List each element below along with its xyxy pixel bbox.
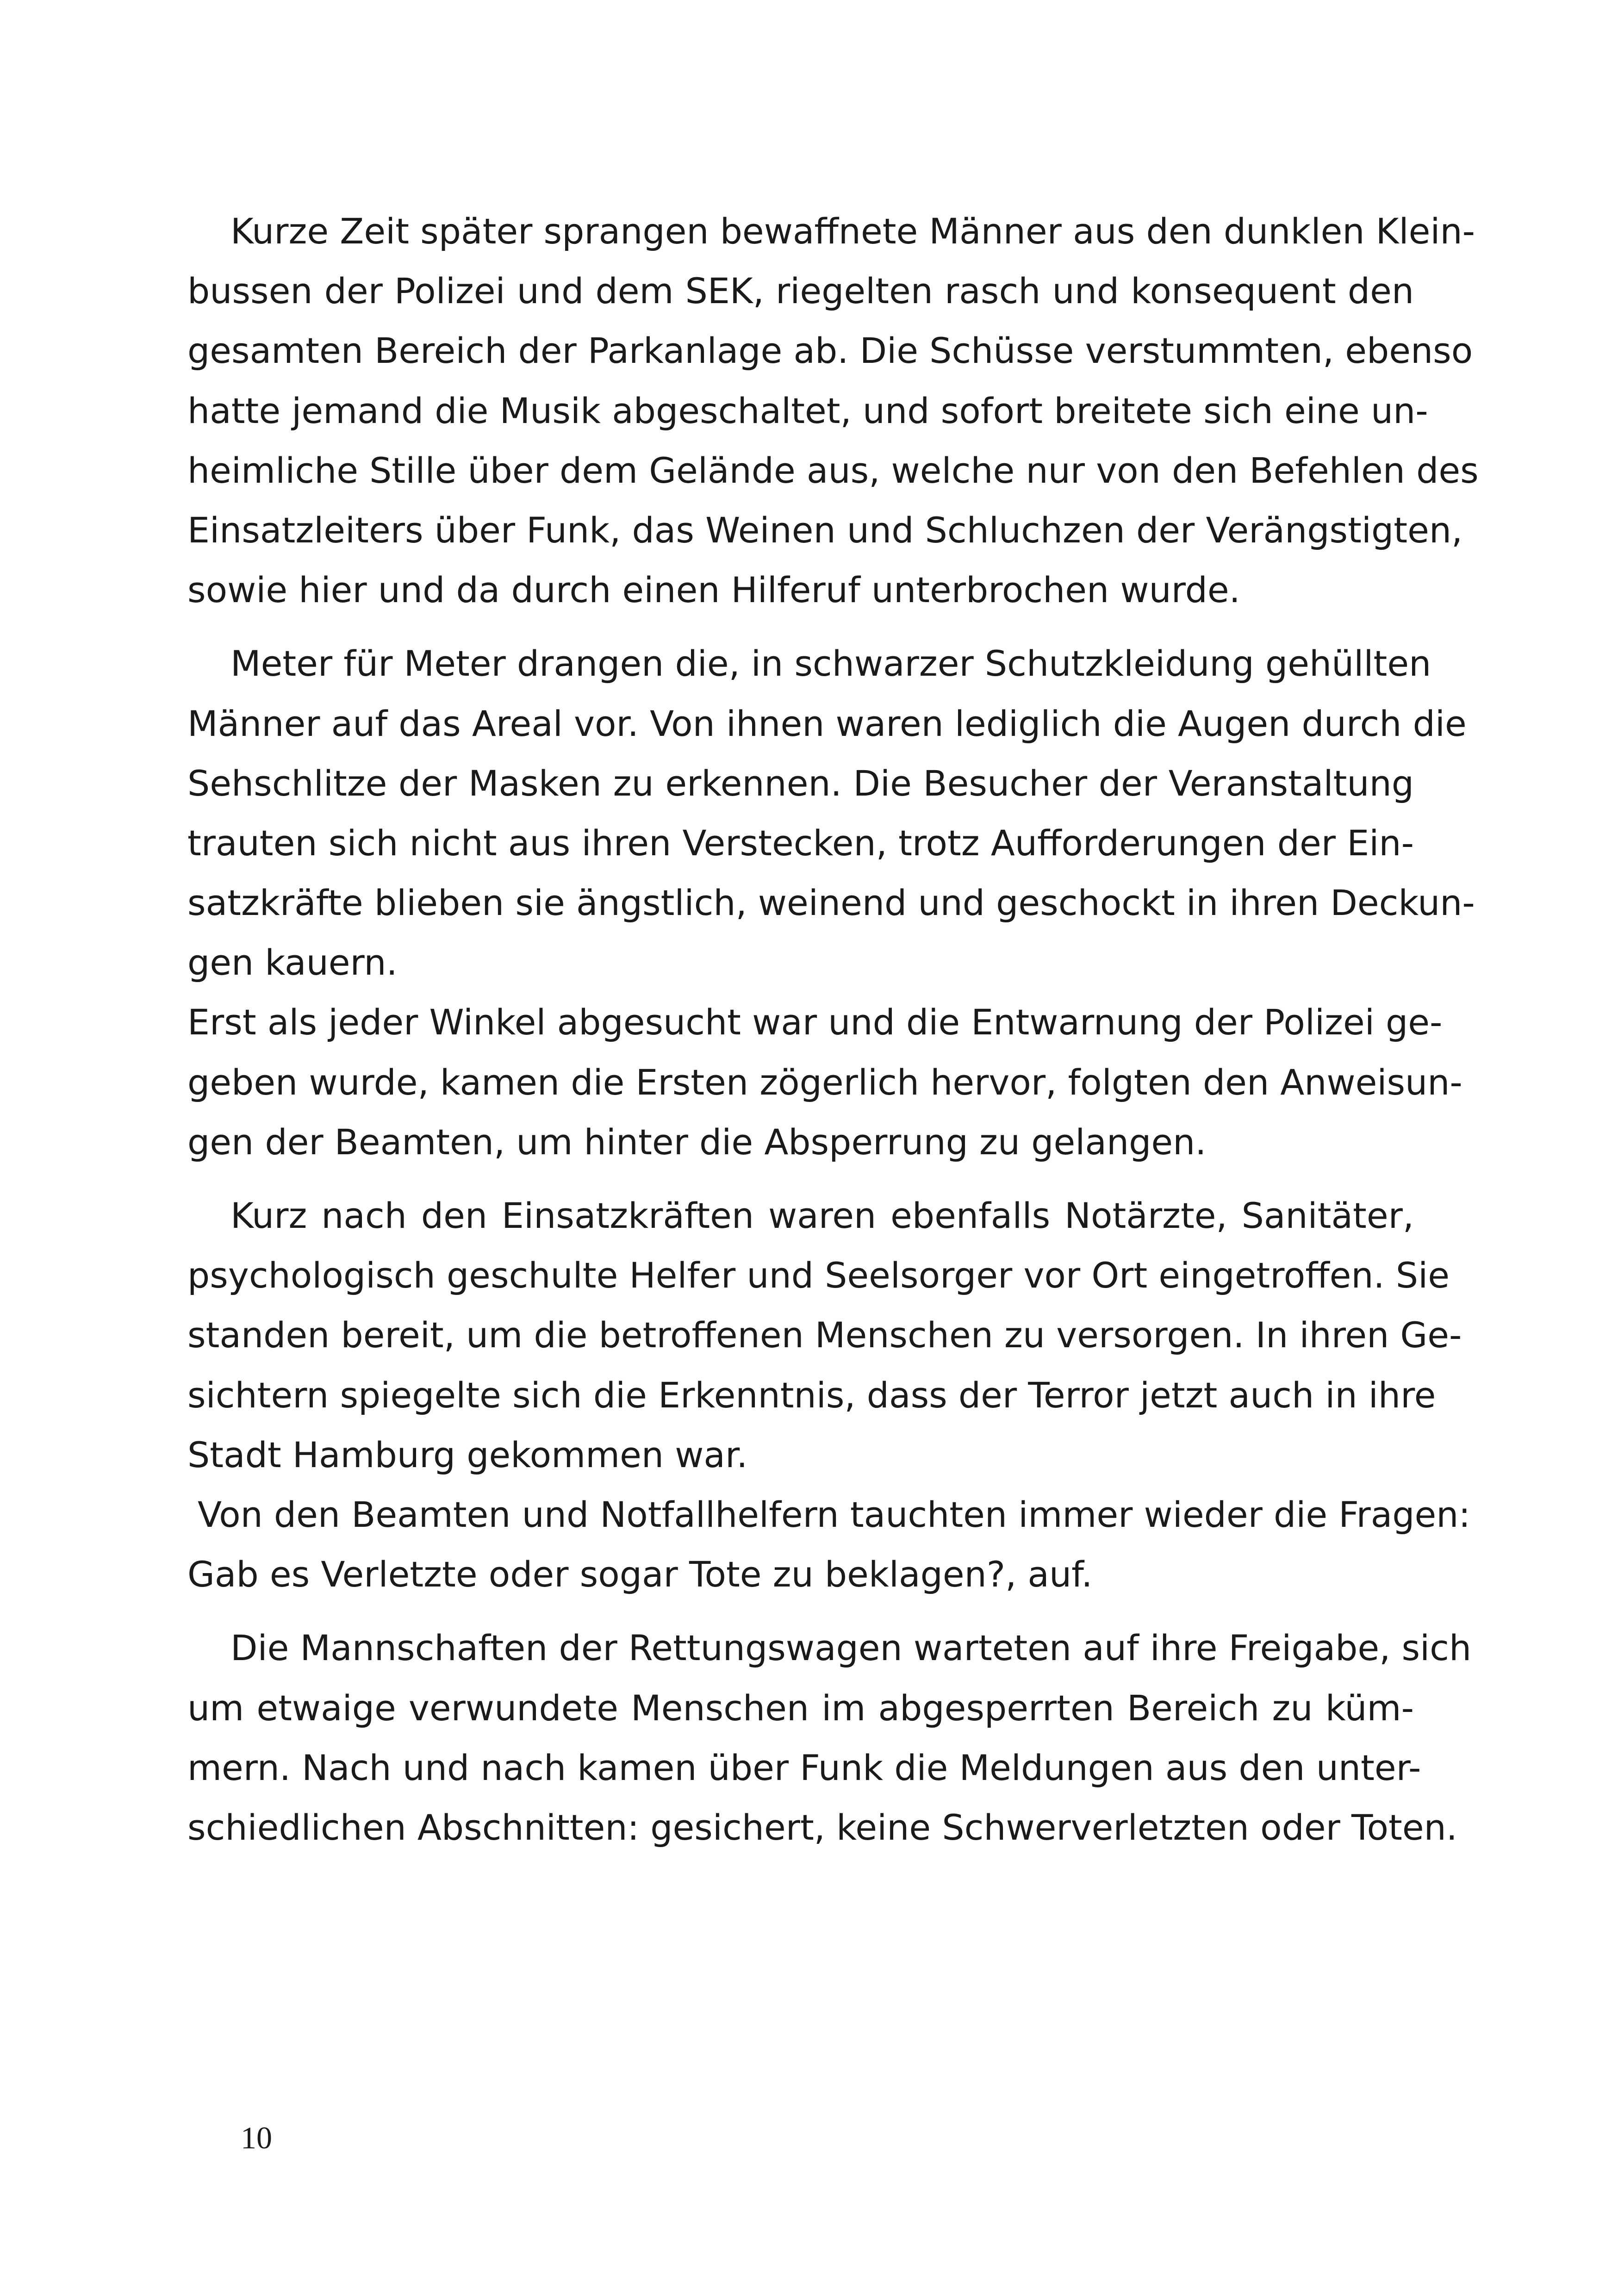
text-line: Von den Beamten und Notfallhelfern tauchten immer wieder die Fragen:: [198, 1493, 1471, 1535]
text-line: Sehschlitze der Masken zu erkennen. Die Besucher der Veranstaltung: [187, 762, 1414, 804]
text-line: sowie hier und da durch einen Hilferuf unterbrochen wurde.: [187, 569, 1240, 611]
text-line: hatte jemand die Musik abgeschaltet, und sofort breitete sich eine un-: [187, 390, 1428, 431]
text-line: Männer auf das Areal vor. Von ihnen waren lediglich die Augen durch die: [187, 703, 1467, 744]
text-line: Die Mannschaften der Rettungswagen warteten auf ihre Freigabe, sich: [230, 1627, 1472, 1669]
text-line: schiedlichen Abschnitten: gesichert, keine Schwerverletzten oder Toten.: [187, 1806, 1457, 1848]
text-line: Kurz nach den Einsatzkräften waren ebenfalls Notärzte, Sanitäter,: [230, 1195, 1414, 1236]
text-line: Meter für Meter drangen die, in schwarzer Schutzkleidung gehüllten: [230, 643, 1431, 684]
text-line: heimliche Stille über dem Gelände aus, welche nur von den Befehlen des: [187, 449, 1479, 491]
text-line: Gab es Verletzte oder sogar Tote zu beklagen?, auf.: [187, 1554, 1093, 1595]
text-line: gen der Beamten, um hinter die Absperrung zu gelangen.: [187, 1121, 1207, 1163]
paragraph-3: [187, 1186, 1471, 1604]
text-line: trauten sich nicht aus ihren Verstecken, trotz Aufforderungen der Ein-: [187, 822, 1414, 864]
text-line: Stadt Hamburg gekommen war.: [187, 1434, 748, 1475]
text-line: Erst als jeder Winkel abgesucht war und die Entwarnung der Polizei ge-: [187, 1002, 1443, 1043]
text-line: psychologisch geschulte Helfer und Seelsorger vor Ort eingetroffen. Sie: [187, 1255, 1450, 1296]
paragraph-gap: [187, 620, 1414, 634]
paragraph-gap: [187, 1172, 1414, 1186]
text-line: Kurze Zeit später sprangen bewaffnete Männer aus den dunklen Klein-: [230, 211, 1475, 252]
body-text: [187, 201, 1479, 1857]
text-line: Einsatzleiters über Funk, das Weinen und Schluchzen der Verängstigten,: [187, 509, 1463, 551]
paragraph-1: [187, 201, 1479, 620]
text-line: geben wurde, kamen die Ersten zögerlich hervor, folgten den Anweisun-: [187, 1061, 1462, 1103]
paragraph-4: [187, 1618, 1472, 1857]
paragraph-gap: [187, 1604, 1414, 1618]
text-line: satzkräfte blieben sie ängstlich, weinend und geschockt in ihren Deckun-: [187, 882, 1475, 924]
text-line: bussen der Polizei und dem SEK, riegelten rasch und konsequent den: [187, 270, 1414, 312]
text-line: standen bereit, um die betroffenen Menschen zu versorgen. In ihren Ge-: [187, 1314, 1462, 1356]
text-line: um etwaige verwundete Menschen im abgesperrten Bereich zu küm-: [187, 1687, 1414, 1729]
text-line: sichtern spiegelte sich die Erkenntnis, dass der Terror jetzt auch in ihre: [187, 1374, 1436, 1416]
page-number: 10: [241, 2120, 272, 2155]
paragraph-2: [187, 634, 1475, 1172]
text-line: gen kauern.: [187, 942, 398, 983]
text-line: gesamten Bereich der Parkanlage ab. Die Schüsse verstummten, ebenso: [187, 330, 1473, 372]
text-line: mern. Nach und nach kamen über Funk die Meldungen aus den unter-: [187, 1747, 1421, 1788]
